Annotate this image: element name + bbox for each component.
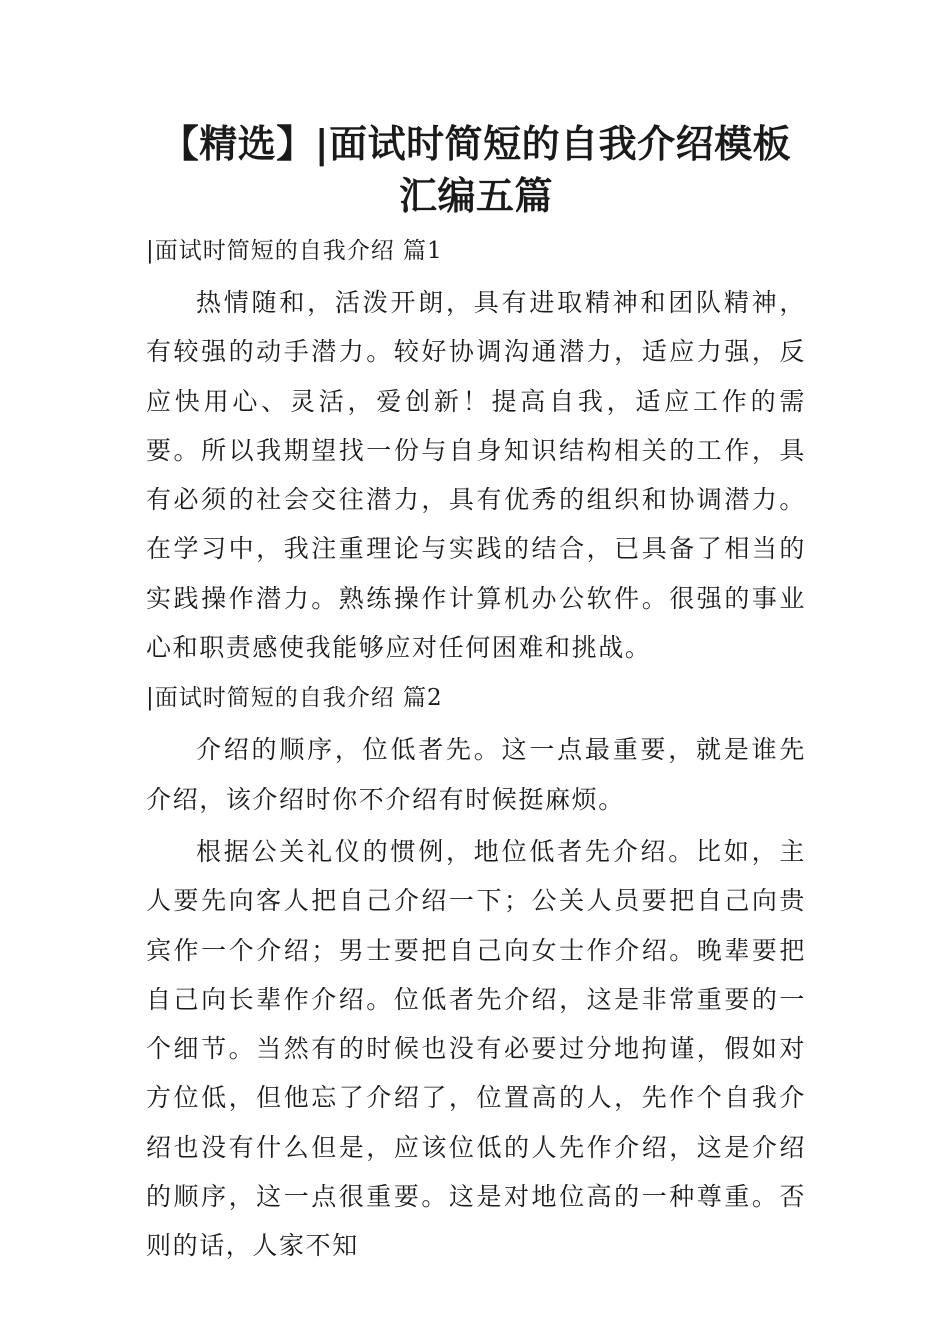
section-2-paragraph-1: 介绍的顺序，位低者先。这一点最重要，就是谁先介绍，该介绍时你不介绍有时候挺麻烦。 [146, 735, 806, 814]
section-2-paragraph-2: 根据公关礼仪的惯例，地位低者先介绍。比如，主人要先向客人把自己介绍一下；公关人员要把自己向贵宾作一个介绍；男士要把自己向女士作介绍。晚辈要把自己向长辈作介绍。位低者先介绍，这是非常重要的一个细节。当然有的时候也没有必要过分地拘谨，假如对方位低，但他忘了介绍了，位置高的人，先作个自我介绍也没有什么但是，应该位低的人先作介绍，这是介绍的顺序，这一点很重要。这是对地位高的一种尊重。否则的话，人家不知 [146, 836, 806, 1261]
section-1-paragraph-1: 热情随和，活泼开朗，具有进取精神和团队精神，有较强的动手潜力。较好协调沟通潜力，适应力强，反应快用心、灵活，爱创新！提高自我，适应工作的需要。所以我期望找一份与自身知识结构相关的工作，具有必须的社会交往潜力，具有优秀的组织和协调潜力。在学习中，我注重理论与实践的结合，已具备了相当的实践操作潜力。熟练操作计算机办公软件。很强的事业心和职责感使我能够应对任何困难和挑战。 [146, 288, 806, 663]
section-heading-2: |面试时简短的自我介绍 篇2 [146, 685, 443, 712]
document-title: 【精选】|面试时简短的自我介绍模板汇编五篇 [160, 122, 792, 218]
section-heading-1: |面试时简短的自我介绍 篇1 [146, 238, 443, 264]
